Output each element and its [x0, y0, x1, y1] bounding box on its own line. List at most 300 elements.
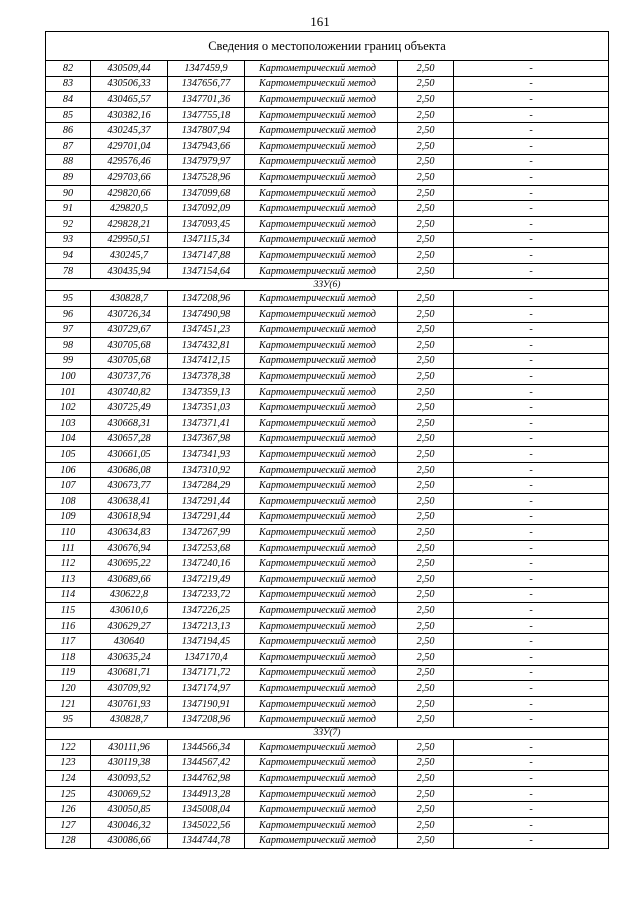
point-number-cell: 100 [46, 369, 91, 385]
y-coordinate-cell: 1347253,68 [168, 540, 245, 556]
method-cell: Картометрический метод [245, 525, 398, 541]
table-row [46, 447, 609, 463]
y-coordinate-cell: 1344762,98 [168, 771, 245, 787]
y-coordinate-cell: 1347190,91 [168, 696, 245, 712]
method-cell: Картометрический метод [245, 649, 398, 665]
description-cell: - [454, 447, 609, 463]
x-coordinate-cell: 430069,52 [91, 786, 168, 802]
x-coordinate-cell: 430661,05 [91, 447, 168, 463]
x-coordinate-cell: 430382,16 [91, 107, 168, 123]
accuracy-cell: 2,50 [398, 478, 454, 494]
description-cell: - [454, 712, 609, 728]
x-coordinate-cell: 429576,46 [91, 154, 168, 170]
point-number-cell: 84 [46, 92, 91, 108]
method-cell: Картометрический метод [245, 771, 398, 787]
description-cell: - [454, 185, 609, 201]
point-number-cell: 127 [46, 817, 91, 833]
accuracy-cell: 2,50 [398, 76, 454, 92]
y-coordinate-cell: 1347656,77 [168, 76, 245, 92]
y-coordinate-cell: 1347147,88 [168, 248, 245, 264]
point-number-cell: 102 [46, 400, 91, 416]
x-coordinate-cell: 430681,71 [91, 665, 168, 681]
accuracy-cell: 2,50 [398, 817, 454, 833]
y-coordinate-cell: 1347755,18 [168, 107, 245, 123]
method-cell: Картометрический метод [245, 696, 398, 712]
x-coordinate-cell: 430245,37 [91, 123, 168, 139]
description-cell: - [454, 771, 609, 787]
accuracy-cell: 2,50 [398, 540, 454, 556]
table-row [46, 833, 609, 849]
table-row [46, 338, 609, 354]
description-cell: - [454, 107, 609, 123]
method-cell: Картометрический метод [245, 216, 398, 232]
description-cell: - [454, 681, 609, 697]
y-coordinate-cell: 1347412,15 [168, 353, 245, 369]
point-number-cell: 104 [46, 431, 91, 447]
accuracy-cell: 2,50 [398, 833, 454, 849]
x-coordinate-cell: 430245,7 [91, 248, 168, 264]
table-row [46, 400, 609, 416]
y-coordinate-cell: 1347208,96 [168, 712, 245, 728]
accuracy-cell: 2,50 [398, 138, 454, 154]
table-row [46, 201, 609, 217]
accuracy-cell: 2,50 [398, 291, 454, 307]
y-coordinate-cell: 1347351,03 [168, 400, 245, 416]
table-row [46, 263, 609, 279]
point-number-cell: 92 [46, 216, 91, 232]
accuracy-cell: 2,50 [398, 525, 454, 541]
method-cell: Картометрический метод [245, 353, 398, 369]
y-coordinate-cell: 1344744,78 [168, 833, 245, 849]
accuracy-cell: 2,50 [398, 587, 454, 603]
method-cell: Картометрический метод [245, 170, 398, 186]
table-row [46, 170, 609, 186]
method-cell: Картометрический метод [245, 634, 398, 650]
method-cell: Картометрический метод [245, 232, 398, 248]
accuracy-cell: 2,50 [398, 509, 454, 525]
table-row [46, 681, 609, 697]
y-coordinate-cell: 1347284,29 [168, 478, 245, 494]
table-row [46, 755, 609, 771]
x-coordinate-cell: 430725,49 [91, 400, 168, 416]
table-row [46, 369, 609, 385]
point-number-cell: 106 [46, 462, 91, 478]
method-cell: Картометрический метод [245, 618, 398, 634]
description-cell: - [454, 540, 609, 556]
x-coordinate-cell: 430610,6 [91, 603, 168, 619]
accuracy-cell: 2,50 [398, 431, 454, 447]
method-cell: Картометрический метод [245, 786, 398, 802]
description-cell: - [454, 817, 609, 833]
table-title: Сведения о местоположении границ объекта [46, 32, 609, 61]
x-coordinate-cell: 430111,96 [91, 739, 168, 755]
table-header-row [46, 32, 609, 61]
description-cell: - [454, 634, 609, 650]
x-coordinate-cell: 429950,51 [91, 232, 168, 248]
accuracy-cell: 2,50 [398, 263, 454, 279]
point-number-cell: 125 [46, 786, 91, 802]
method-cell: Картометрический метод [245, 154, 398, 170]
point-number-cell: 78 [46, 263, 91, 279]
x-coordinate-cell: 430093,52 [91, 771, 168, 787]
description-cell: - [454, 216, 609, 232]
point-number-cell: 91 [46, 201, 91, 217]
method-cell: Картометрический метод [245, 478, 398, 494]
x-coordinate-cell: 429820,66 [91, 185, 168, 201]
method-cell: Картометрический метод [245, 665, 398, 681]
description-cell: - [454, 802, 609, 818]
x-coordinate-cell: 430629,27 [91, 618, 168, 634]
accuracy-cell: 2,50 [398, 154, 454, 170]
description-cell: - [454, 201, 609, 217]
y-coordinate-cell: 1347807,94 [168, 123, 245, 139]
y-coordinate-cell: 1347233,72 [168, 587, 245, 603]
description-cell: - [454, 353, 609, 369]
table-row [46, 138, 609, 154]
table-row [46, 478, 609, 494]
accuracy-cell: 2,50 [398, 400, 454, 416]
accuracy-cell: 2,50 [398, 306, 454, 322]
accuracy-cell: 2,50 [398, 353, 454, 369]
point-number-cell: 95 [46, 712, 91, 728]
x-coordinate-cell: 430119,38 [91, 755, 168, 771]
method-cell: Картометрический метод [245, 92, 398, 108]
description-cell: - [454, 649, 609, 665]
y-coordinate-cell: 1347367,98 [168, 431, 245, 447]
method-cell: Картометрический метод [245, 416, 398, 432]
point-number-cell: 83 [46, 76, 91, 92]
accuracy-cell: 2,50 [398, 123, 454, 139]
x-coordinate-cell: 430668,31 [91, 416, 168, 432]
x-coordinate-cell: 430828,7 [91, 712, 168, 728]
table-row [46, 802, 609, 818]
accuracy-cell: 2,50 [398, 494, 454, 510]
accuracy-cell: 2,50 [398, 665, 454, 681]
table-row [46, 494, 609, 510]
accuracy-cell: 2,50 [398, 232, 454, 248]
description-cell: - [454, 369, 609, 385]
description-cell: - [454, 618, 609, 634]
table-row [46, 291, 609, 307]
description-cell: - [454, 232, 609, 248]
accuracy-cell: 2,50 [398, 338, 454, 354]
y-coordinate-cell: 1347291,44 [168, 494, 245, 510]
method-cell: Картометрический метод [245, 76, 398, 92]
table-row [46, 771, 609, 787]
point-number-cell: 109 [46, 509, 91, 525]
description-cell: - [454, 509, 609, 525]
x-coordinate-cell: 430686,08 [91, 462, 168, 478]
table-row [46, 416, 609, 432]
description-cell: - [454, 123, 609, 139]
point-number-cell: 94 [46, 248, 91, 264]
y-coordinate-cell: 1347291,44 [168, 509, 245, 525]
accuracy-cell: 2,50 [398, 92, 454, 108]
accuracy-cell: 2,50 [398, 618, 454, 634]
table-row [46, 92, 609, 108]
table-row [46, 322, 609, 338]
point-number-cell: 89 [46, 170, 91, 186]
accuracy-cell: 2,50 [398, 322, 454, 338]
accuracy-cell: 2,50 [398, 216, 454, 232]
description-cell: - [454, 248, 609, 264]
x-coordinate-cell: 430737,76 [91, 369, 168, 385]
accuracy-cell: 2,50 [398, 61, 454, 77]
description-cell: - [454, 755, 609, 771]
y-coordinate-cell: 1347219,49 [168, 572, 245, 588]
point-number-cell: 110 [46, 525, 91, 541]
point-number-cell: 108 [46, 494, 91, 510]
y-coordinate-cell: 1347371,41 [168, 416, 245, 432]
point-number-cell: 103 [46, 416, 91, 432]
table-row [46, 525, 609, 541]
point-number-cell: 105 [46, 447, 91, 463]
y-coordinate-cell: 1347979,97 [168, 154, 245, 170]
point-number-cell: 115 [46, 603, 91, 619]
method-cell: Картометрический метод [245, 291, 398, 307]
y-coordinate-cell: 1347310,92 [168, 462, 245, 478]
description-cell: - [454, 494, 609, 510]
point-number-cell: 117 [46, 634, 91, 650]
x-coordinate-cell: 430086,66 [91, 833, 168, 849]
description-cell: - [454, 525, 609, 541]
accuracy-cell: 2,50 [398, 416, 454, 432]
x-coordinate-cell: 430640 [91, 634, 168, 650]
x-coordinate-cell: 430509,44 [91, 61, 168, 77]
x-coordinate-cell: 430050,85 [91, 802, 168, 818]
table-row [46, 216, 609, 232]
method-cell: Картометрический метод [245, 540, 398, 556]
method-cell: Картометрический метод [245, 369, 398, 385]
method-cell: Картометрический метод [245, 833, 398, 849]
accuracy-cell: 2,50 [398, 649, 454, 665]
table-row [46, 572, 609, 588]
y-coordinate-cell: 1347528,96 [168, 170, 245, 186]
x-coordinate-cell: 430695,22 [91, 556, 168, 572]
y-coordinate-cell: 1345022,56 [168, 817, 245, 833]
table-row [46, 587, 609, 603]
point-number-cell: 86 [46, 123, 91, 139]
method-cell: Картометрический метод [245, 817, 398, 833]
page-number: 161 [310, 14, 330, 29]
y-coordinate-cell: 1347341,93 [168, 447, 245, 463]
description-cell: - [454, 138, 609, 154]
description-cell: - [454, 416, 609, 432]
accuracy-cell: 2,50 [398, 185, 454, 201]
y-coordinate-cell: 1347701,36 [168, 92, 245, 108]
method-cell: Картометрический метод [245, 802, 398, 818]
method-cell: Картометрический метод [245, 556, 398, 572]
method-cell: Картометрический метод [245, 123, 398, 139]
x-coordinate-cell: 429701,04 [91, 138, 168, 154]
table-row [46, 185, 609, 201]
description-cell: - [454, 462, 609, 478]
x-coordinate-cell: 430638,41 [91, 494, 168, 510]
y-coordinate-cell: 1344913,28 [168, 786, 245, 802]
table-body [46, 32, 609, 849]
y-coordinate-cell: 1347115,34 [168, 232, 245, 248]
table-row [46, 107, 609, 123]
description-cell: - [454, 322, 609, 338]
x-coordinate-cell: 430689,66 [91, 572, 168, 588]
description-cell: - [454, 786, 609, 802]
table-row [46, 712, 609, 728]
description-cell: - [454, 170, 609, 186]
description-cell: - [454, 61, 609, 77]
table-row [46, 123, 609, 139]
accuracy-cell: 2,50 [398, 248, 454, 264]
method-cell: Картометрический метод [245, 587, 398, 603]
point-number-cell: 87 [46, 138, 91, 154]
x-coordinate-cell: 429703,66 [91, 170, 168, 186]
table-row [46, 618, 609, 634]
x-coordinate-cell: 430506,33 [91, 76, 168, 92]
accuracy-cell: 2,50 [398, 462, 454, 478]
table-row [46, 603, 609, 619]
y-coordinate-cell: 1347378,38 [168, 369, 245, 385]
accuracy-cell: 2,50 [398, 681, 454, 697]
x-coordinate-cell: 430673,77 [91, 478, 168, 494]
description-cell: - [454, 833, 609, 849]
description-cell: - [454, 587, 609, 603]
x-coordinate-cell: 430465,57 [91, 92, 168, 108]
method-cell: Картометрический метод [245, 712, 398, 728]
accuracy-cell: 2,50 [398, 369, 454, 385]
x-coordinate-cell: 430828,7 [91, 291, 168, 307]
table-row [46, 353, 609, 369]
method-cell: Картометрический метод [245, 263, 398, 279]
x-coordinate-cell: 430726,34 [91, 306, 168, 322]
method-cell: Картометрический метод [245, 755, 398, 771]
point-number-cell: 126 [46, 802, 91, 818]
y-coordinate-cell: 1347174,97 [168, 681, 245, 697]
accuracy-cell: 2,50 [398, 739, 454, 755]
accuracy-cell: 2,50 [398, 603, 454, 619]
point-number-cell: 95 [46, 291, 91, 307]
y-coordinate-cell: 1347943,66 [168, 138, 245, 154]
description-cell: - [454, 603, 609, 619]
x-coordinate-cell: 430622,8 [91, 587, 168, 603]
point-number-cell: 85 [46, 107, 91, 123]
table-row [46, 739, 609, 755]
method-cell: Картометрический метод [245, 61, 398, 77]
y-coordinate-cell: 1347213,13 [168, 618, 245, 634]
x-coordinate-cell: 430729,67 [91, 322, 168, 338]
x-coordinate-cell: 430635,24 [91, 649, 168, 665]
description-cell: - [454, 665, 609, 681]
point-number-cell: 118 [46, 649, 91, 665]
description-cell: - [454, 76, 609, 92]
method-cell: Картометрический метод [245, 400, 398, 416]
table-row [46, 154, 609, 170]
description-cell: - [454, 291, 609, 307]
section-label-row [46, 279, 609, 291]
method-cell: Картометрический метод [245, 338, 398, 354]
description-cell: - [454, 431, 609, 447]
point-number-cell: 113 [46, 572, 91, 588]
description-cell: - [454, 478, 609, 494]
y-coordinate-cell: 1347093,45 [168, 216, 245, 232]
method-cell: Картометрический метод [245, 384, 398, 400]
x-coordinate-cell: 430618,94 [91, 509, 168, 525]
table-row [46, 665, 609, 681]
point-number-cell: 124 [46, 771, 91, 787]
point-number-cell: 121 [46, 696, 91, 712]
accuracy-cell: 2,50 [398, 786, 454, 802]
method-cell: Картометрический метод [245, 201, 398, 217]
method-cell: Картометрический метод [245, 431, 398, 447]
description-cell: - [454, 400, 609, 416]
y-coordinate-cell: 1347099,68 [168, 185, 245, 201]
point-number-cell: 114 [46, 587, 91, 603]
x-coordinate-cell: 430761,93 [91, 696, 168, 712]
table-row [46, 61, 609, 77]
table-row [46, 649, 609, 665]
method-cell: Картометрический метод [245, 739, 398, 755]
accuracy-cell: 2,50 [398, 447, 454, 463]
point-number-cell: 128 [46, 833, 91, 849]
accuracy-cell: 2,50 [398, 771, 454, 787]
y-coordinate-cell: 1345008,04 [168, 802, 245, 818]
description-cell: - [454, 263, 609, 279]
x-coordinate-cell: 430740,82 [91, 384, 168, 400]
y-coordinate-cell: 1347154,64 [168, 263, 245, 279]
table-row [46, 232, 609, 248]
method-cell: Картометрический метод [245, 462, 398, 478]
x-coordinate-cell: 430676,94 [91, 540, 168, 556]
point-number-cell: 111 [46, 540, 91, 556]
accuracy-cell: 2,50 [398, 170, 454, 186]
table-row [46, 462, 609, 478]
accuracy-cell: 2,50 [398, 755, 454, 771]
method-cell: Картометрический метод [245, 248, 398, 264]
description-cell: - [454, 572, 609, 588]
point-number-cell: 116 [46, 618, 91, 634]
x-coordinate-cell: 430709,92 [91, 681, 168, 697]
point-number-cell: 99 [46, 353, 91, 369]
x-coordinate-cell: 429828,21 [91, 216, 168, 232]
point-number-cell: 96 [46, 306, 91, 322]
y-coordinate-cell: 1347490,98 [168, 306, 245, 322]
description-cell: - [454, 306, 609, 322]
y-coordinate-cell: 1344567,42 [168, 755, 245, 771]
x-coordinate-cell: 430705,68 [91, 353, 168, 369]
table-row [46, 431, 609, 447]
description-cell: - [454, 92, 609, 108]
boundary-coordinates-table [45, 31, 609, 849]
y-coordinate-cell: 1347359,13 [168, 384, 245, 400]
y-coordinate-cell: 1347451,23 [168, 322, 245, 338]
description-cell: - [454, 338, 609, 354]
point-number-cell: 112 [46, 556, 91, 572]
description-cell: - [454, 739, 609, 755]
y-coordinate-cell: 1347267,99 [168, 525, 245, 541]
table-row [46, 76, 609, 92]
section-label: 3ЗУ(6) [46, 279, 609, 291]
method-cell: Картометрический метод [245, 306, 398, 322]
point-number-cell: 82 [46, 61, 91, 77]
y-coordinate-cell: 1347226,25 [168, 603, 245, 619]
method-cell: Картометрический метод [245, 603, 398, 619]
accuracy-cell: 2,50 [398, 802, 454, 818]
x-coordinate-cell: 430046,32 [91, 817, 168, 833]
point-number-cell: 122 [46, 739, 91, 755]
table-row [46, 540, 609, 556]
point-number-cell: 101 [46, 384, 91, 400]
table-row [46, 248, 609, 264]
accuracy-cell: 2,50 [398, 572, 454, 588]
y-coordinate-cell: 1347432,81 [168, 338, 245, 354]
